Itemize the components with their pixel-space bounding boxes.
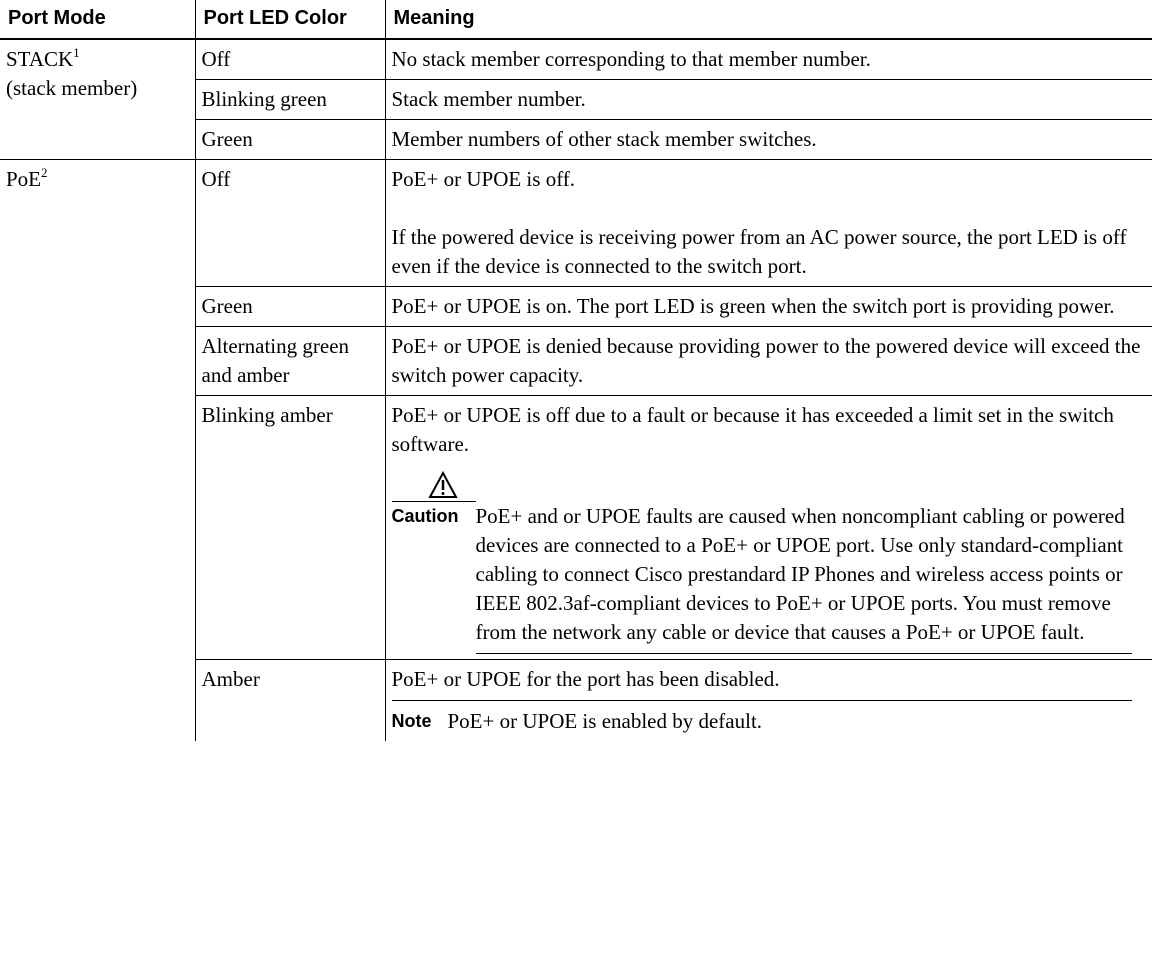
header-meaning: Meaning [385,0,1152,39]
header-port-mode: Port Mode [0,0,195,39]
led-color-cell: Amber [195,660,385,742]
poe-mode-label: PoE [6,167,42,191]
header-row [0,0,1152,39]
note-rule [392,700,1132,701]
caution-body [392,502,1132,647]
header-port-led-color: Port LED Color [195,0,385,39]
caution-label: Caution [391,506,459,526]
note-text: PoE+ or UPOE is enabled by default. [447,709,763,733]
meaning-cell [385,660,1152,742]
led-color-cell: Blinking green [195,80,385,120]
led-color-cell: Green [195,120,385,160]
note-block [392,707,1145,736]
led-color-cell: Alternating green and amber [195,327,385,396]
meaning-cell: Stack member number. [385,80,1152,120]
meaning-cell: No stack member corresponding to that member number. [385,39,1152,80]
led-color-cell: Green [195,287,385,327]
warning-triangle-icon [428,471,458,499]
port-mode-poe [0,160,195,742]
meaning-paragraph: PoE+ or UPOE is off. [391,167,576,191]
footnote-marker: 1 [73,45,80,60]
meaning-paragraph: PoE+ or UPOE is off due to a fault or because it has exceeded a limit set in the switch software. [391,403,1114,456]
note-label: Note [391,711,432,731]
caution-text: PoE+ and or UPOE faults are caused when noncompliant cabling or powered devices are connected to a PoE+ or UPOE port. Use only standard-compliant cabling to connect Cisco prestandard IP Phones and wireless access points or IEEE 802.3af-compliant devices to PoE+ or UPOE ports. You must remove from the network any cable or device that causes a PoE+ or UPOE fault. [475,504,1125,644]
stack-mode-label: STACK [6,47,74,71]
meaning-cell: PoE+ or UPOE is on. The port LED is green when the switch port is providing power. [385,287,1152,327]
table-row [0,39,1152,80]
meaning-cell [385,396,1152,660]
port-mode-stack [0,39,195,160]
meaning-paragraph: PoE+ or UPOE for the port has been disabled. [391,667,780,691]
led-color-cell: Blinking amber [195,396,385,660]
caution-block [392,471,1132,654]
led-color-cell: Off [195,39,385,80]
meaning-cell: Member numbers of other stack member switches. [385,120,1152,160]
meaning-cell: PoE+ or UPOE is denied because providing power to the powered device will exceed the switch power capacity. [385,327,1152,396]
table-row [0,160,1152,287]
footnote-marker: 2 [41,165,48,180]
led-color-cell: Off [195,160,385,287]
meaning-paragraph: If the powered device is receiving power from an AC power source, the port LED is off even if the device is connected to the switch port. [391,225,1127,278]
caution-rule [476,653,1132,654]
stack-mode-sub: (stack member) [6,76,138,100]
meaning-cell [385,160,1152,287]
